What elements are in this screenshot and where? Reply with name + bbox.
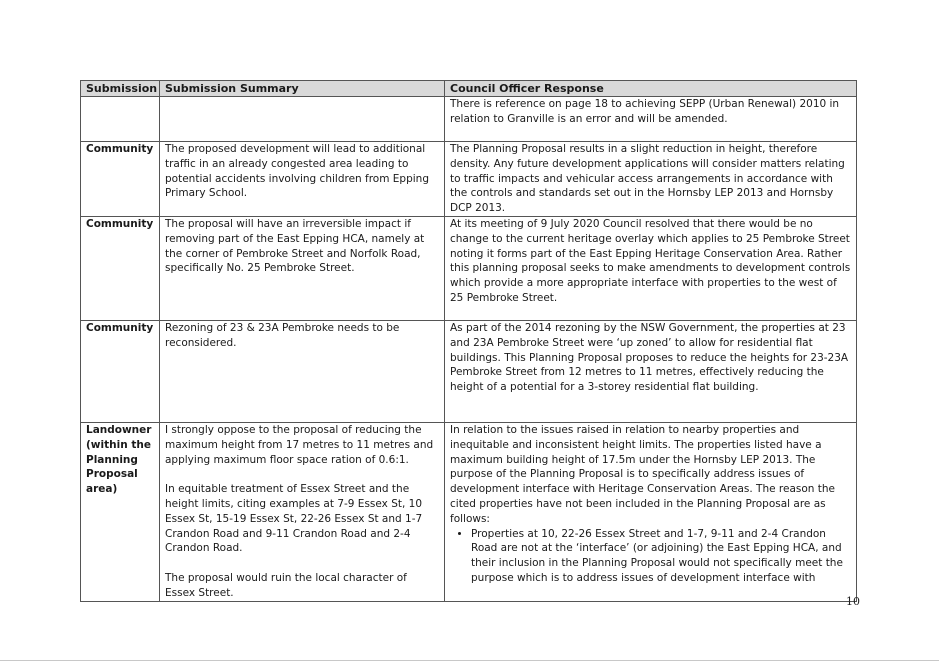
response-bullet: • Properties at 10, 22-26 Essex Street and 1-7, 9-11 and 2-4 Crandon Road are not at the ‘interface’ (or adjoining) the East Epping HCA, and their inclusion in the Planning Proposal would not specifically meet the purpose which is to address issues of development interface with [471,527,852,586]
page-number: 10 [846,595,860,608]
summary-text: Rezoning of 23 & 23A Pembroke needs to be reconsidered. [165,321,400,349]
submissions-table [80,80,857,602]
response-text: The Planning Proposal results in a slight reduction in height, therefore density. Any future development applications will consider matters relating to traffic impacts and vehicular access arrangements in accordance with the controls and standards set out in the Hornsby LEP 2013 and Hornsby DCP 2013. [450,143,845,215]
officer-response [445,142,857,217]
summary-text: I strongly oppose to the proposal of reducing the maximum height from 17 metres to 11 metres and applying maximum floor space ration of 0.6:1. [165,423,434,466]
officer-response [445,216,857,320]
response-bullet-list [450,527,852,586]
summary-text: In equitable treatment of Essex Street and the height limits, citing examples at 7-9 Essex St, 10 Essex St, 15-19 Essex St, 22-26 Essex St and 1-7 Crandon Road and 9-11 Crandon Road and 2-4 Crandon Road. [165,483,423,555]
summary-text: The proposed development will lead to additional traffic in an already congested area leading to potential accidents involving children from Epping Primary School. [165,143,430,200]
table-row [81,422,857,601]
header-submission: Submission [81,81,160,97]
summary-text: The proposal will have an irreversible impact if removing part of the East Epping HCA, namely at the corner of Pembroke Street and Norfolk Road, specifically No. 25 Pembroke Street. [165,217,425,275]
response-text: In relation to the issues raised in relation to nearby properties and inequitable and inconsistent height limits. The properties listed have a maximum building height of 17.5m under the Hornsby LEP 2013. The purpose of the Planning Proposal is to specifically address issues of development interface with Heritage Conservation Areas. The reason the cited properties have not been included in the Planning Proposal are as follows: [450,423,836,525]
submission-summary [160,97,445,142]
table-row [81,216,857,320]
page-divider [0,660,939,661]
submission-summary [160,320,445,422]
submission-type [81,97,160,142]
response-text: At its meeting of 9 July 2020 Council resolved that there would be no change to the current heritage overlay which applies to 25 Pembroke Street noting it forms part of the East Epping Heritage Conservation Area. Rather this planning proposal seeks to make amendments to development controls which provide a more appropriate interface with properties to the west of 25 Pembroke Street. [450,217,851,304]
submission-summary [160,142,445,217]
header-submission-summary: Submission Summary [160,81,445,97]
table-row [81,97,857,142]
submission-summary [160,216,445,320]
submission-type: Landowner (within the Planning Proposal area) [81,422,160,601]
header-council-officer-response: Council Officer Response [445,81,857,97]
response-text: There is reference on page 18 to achieving SEPP (Urban Renewal) 2010 in relation to Granville is an error and will be amended. [450,98,840,125]
submission-type: Community [81,216,160,320]
submission-summary [160,422,445,601]
table-row [81,320,857,422]
officer-response [445,97,857,142]
table-row [81,142,857,217]
response-text: As part of the 2014 rezoning by the NSW Government, the properties at 23 and 23A Pembroke Street were ‘up zoned’ to allow for residential flat buildings. This Planning Proposal proposes to reduce the heights for 23-23A Pembroke Street from 12 metres to 11 metres, effectively reducing the height of a potential for a 3-storey residential flat building. [450,321,849,394]
table-header-row [81,81,857,97]
officer-response [445,422,857,601]
officer-response [445,320,857,422]
submission-type: Community [81,142,160,217]
submission-type: Community [81,320,160,422]
summary-text: The proposal would ruin the local character of Essex Street. [165,571,407,599]
